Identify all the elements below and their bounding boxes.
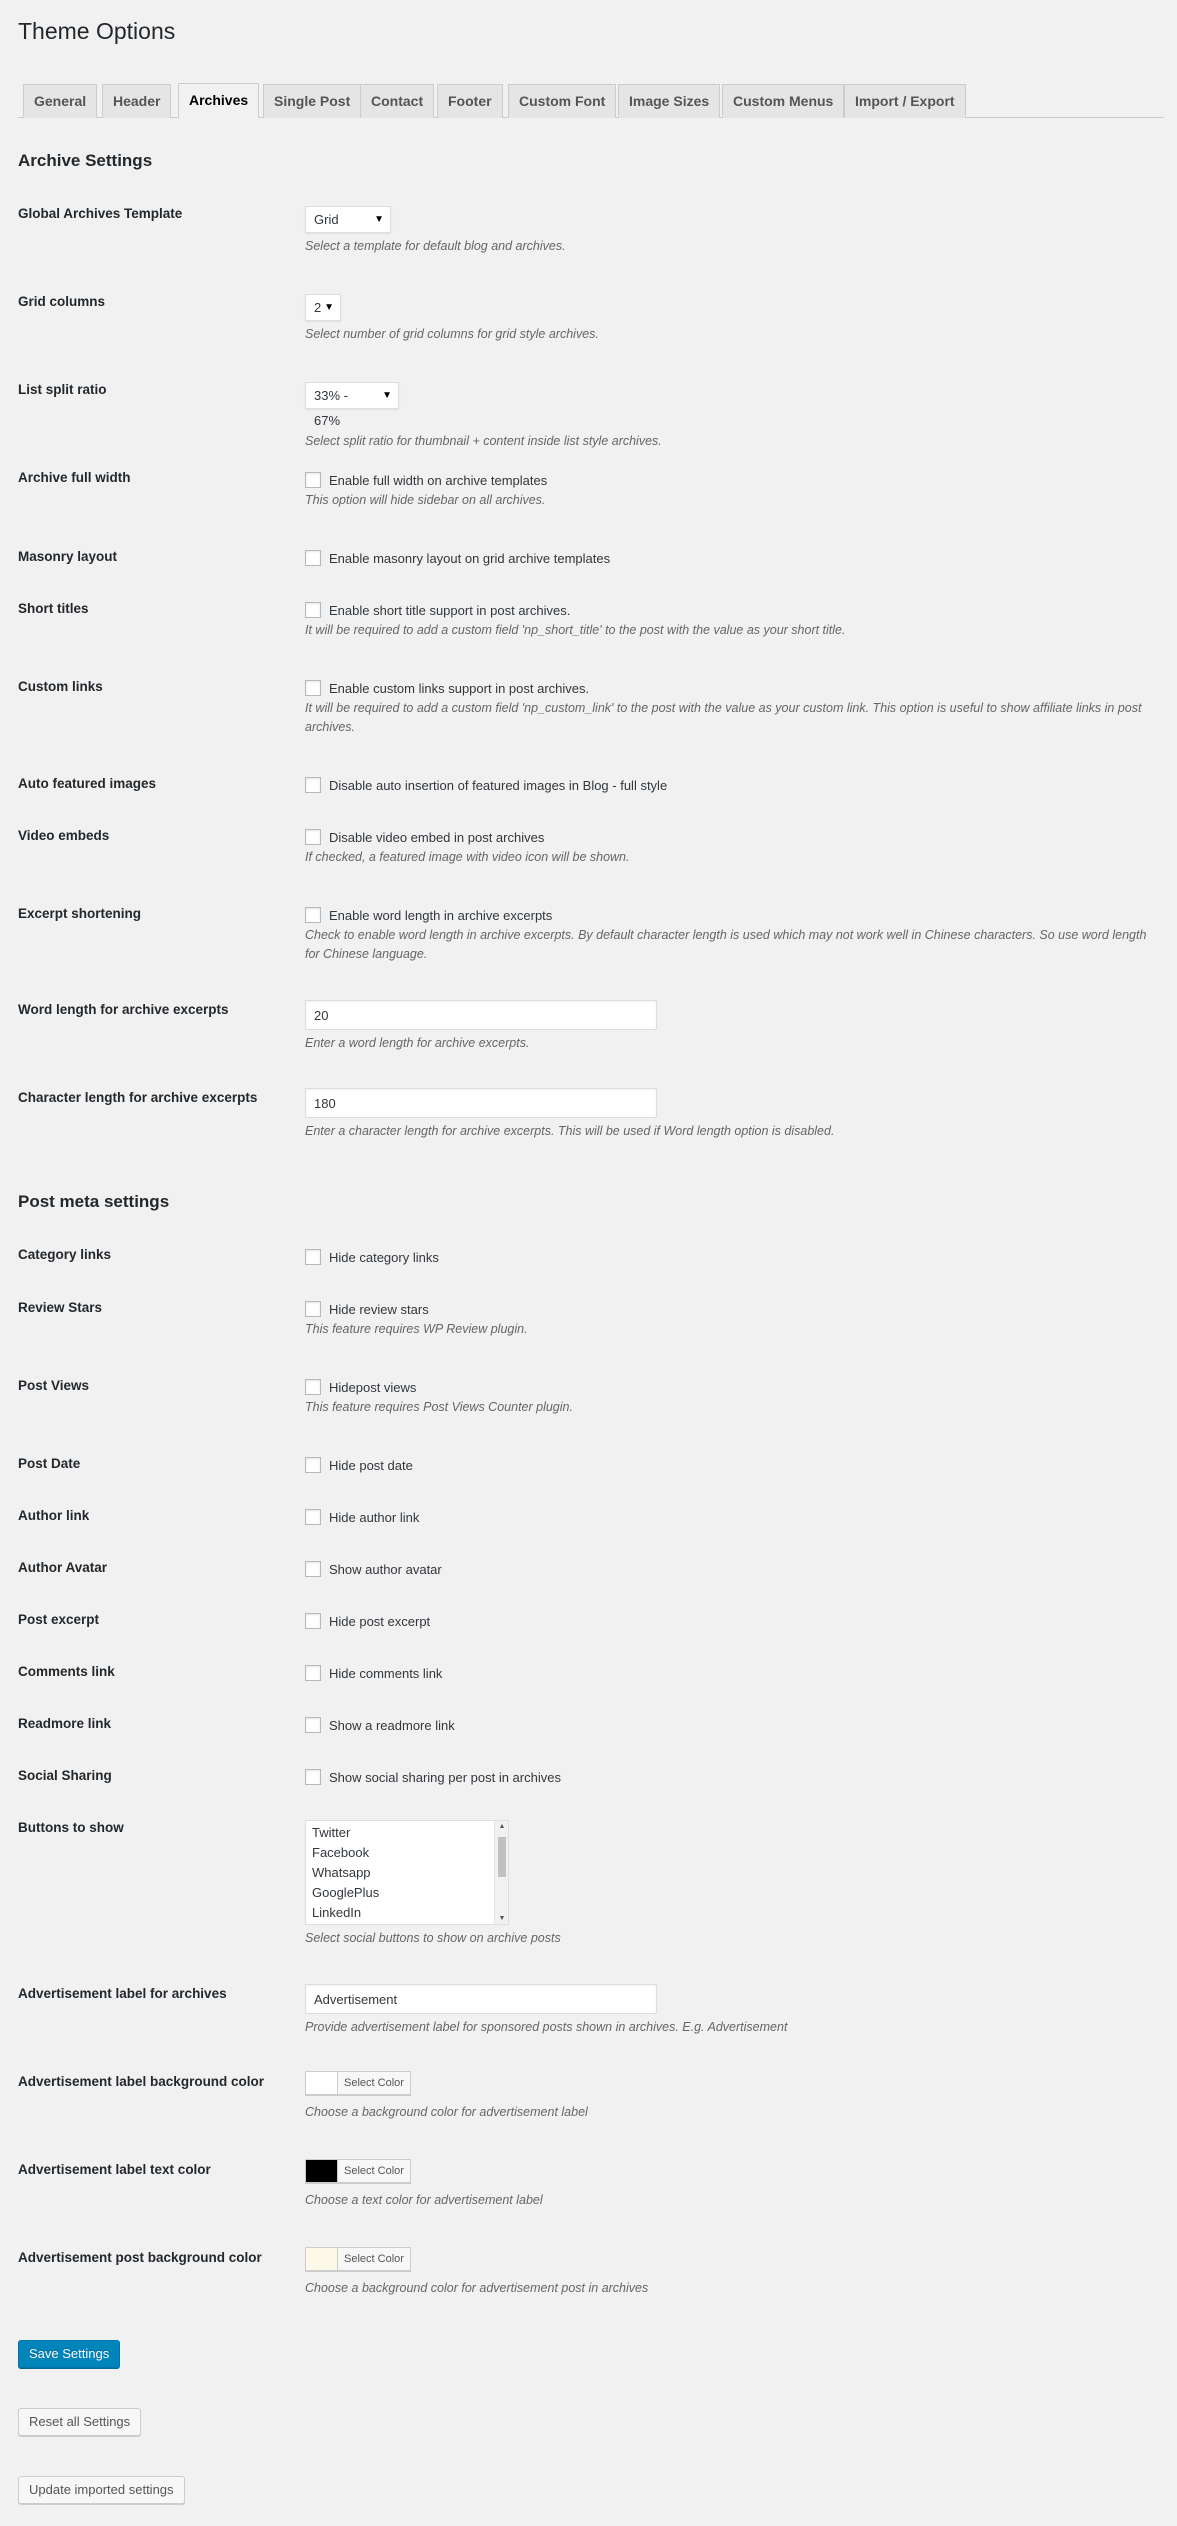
- select-color-label: Select Color: [344, 2165, 404, 2177]
- short-titles-desc: It will be required to add a custom field 'np_short_title' to the post with the value as your short title.: [305, 623, 846, 637]
- post-excerpt-control: [305, 1611, 1155, 1631]
- scroll-down-icon[interactable]: ▼: [498, 1915, 506, 1922]
- comments-link-text: Hide comments link: [329, 1665, 443, 1681]
- global-template-label: Global Archives Template: [18, 206, 183, 221]
- social-sharing-text: Show social sharing per post in archives: [329, 1769, 561, 1785]
- ad-label-control: [305, 1984, 1155, 2037]
- archive-settings-heading: Archive Settings: [18, 151, 153, 170]
- global-template-control: [305, 206, 1155, 256]
- word-length-input[interactable]: [305, 1000, 657, 1030]
- update-imported-settings-button[interactable]: Update imported settings: [18, 2476, 185, 2504]
- post-views-checkbox[interactable]: [305, 1379, 321, 1395]
- tab-contact[interactable]: Contact: [360, 84, 434, 118]
- char-length-label: Character length for archive excerpts: [18, 1090, 258, 1105]
- ad-post-bg-desc: Choose a background color for advertisement post in archives: [305, 2281, 649, 2295]
- review-stars-text: Hide review stars: [329, 1301, 429, 1317]
- category-links-text: Hide category links: [329, 1249, 439, 1265]
- social-sharing-label: Social Sharing: [18, 1768, 112, 1783]
- char-length-control: [305, 1088, 1155, 1141]
- reset-settings-button[interactable]: Reset all Settings: [18, 2408, 141, 2436]
- char-length-desc: Enter a character length for archive excerpts. This will be used if Word length option is disabled.: [305, 1124, 835, 1138]
- grid-columns-select[interactable]: [305, 294, 341, 321]
- word-length-label: Word length for archive excerpts: [18, 1002, 229, 1017]
- excerpt-short-text: Enable word length in archive excerpts: [329, 907, 553, 923]
- review-stars-control: [305, 1299, 1155, 1339]
- social-sharing-checkbox[interactable]: [305, 1769, 321, 1785]
- ad-post-bg-color-picker[interactable]: [305, 2247, 411, 2271]
- global-template-value: Grid: [314, 212, 339, 227]
- short-titles-label: Short titles: [18, 601, 89, 616]
- custom-links-text: Enable custom links support in post archives.: [329, 680, 590, 696]
- save-settings-button[interactable]: Save Settings: [18, 2340, 120, 2368]
- full-width-checkbox[interactable]: [305, 472, 321, 488]
- list-option[interactable]: Whatsapp: [312, 1865, 371, 1880]
- author-avatar-control: [305, 1559, 1155, 1579]
- list-split-value: 33% - 67%: [314, 388, 348, 428]
- grid-columns-value: 2: [314, 300, 322, 315]
- word-length-control: [305, 1000, 1155, 1053]
- ad-label-text-control: [305, 2159, 1155, 2210]
- video-embeds-checkbox[interactable]: [305, 829, 321, 845]
- post-date-checkbox[interactable]: [305, 1457, 321, 1473]
- listbox-scrollbar[interactable]: [494, 1821, 508, 1924]
- social-sharing-control: [305, 1767, 1155, 1787]
- short-titles-text: Enable short title support in post archives.: [329, 602, 571, 618]
- global-template-select[interactable]: [305, 206, 391, 233]
- auto-featured-checkbox[interactable]: [305, 777, 321, 793]
- post-views-label: Post Views: [18, 1378, 90, 1393]
- list-split-select[interactable]: [305, 382, 399, 428]
- category-links-checkbox[interactable]: [305, 1249, 321, 1265]
- dropdown-arrow-icon: ▼: [374, 214, 384, 225]
- video-embeds-control: [305, 827, 1155, 867]
- dropdown-arrow-icon: ▼: [382, 390, 392, 401]
- ad-label-desc: Provide advertisement label for sponsored posts shown in archives. E.g. Advertisement: [305, 2020, 788, 2034]
- post-views-control: [305, 1377, 1155, 1417]
- list-split-desc: Select split ratio for thumbnail + content inside list style archives.: [305, 434, 662, 448]
- ad-post-bg-control: [305, 2247, 1155, 2298]
- color-swatch: [306, 2072, 338, 2094]
- ad-label-text-color-picker[interactable]: [305, 2159, 411, 2183]
- list-split-label: List split ratio: [18, 382, 107, 397]
- tab-archives[interactable]: Archives: [178, 83, 259, 118]
- auto-featured-label: Auto featured images: [18, 776, 157, 791]
- author-link-control: [305, 1507, 1155, 1527]
- list-option[interactable]: Twitter: [312, 1825, 351, 1840]
- readmore-link-checkbox[interactable]: [305, 1717, 321, 1733]
- post-excerpt-checkbox[interactable]: [305, 1613, 321, 1629]
- tab-import-export[interactable]: Import / Export: [844, 84, 966, 118]
- excerpt-short-control: [305, 905, 1155, 964]
- custom-links-control: [305, 678, 1155, 737]
- list-option[interactable]: Facebook: [312, 1845, 370, 1860]
- buttons-to-show-label: Buttons to show: [18, 1820, 124, 1835]
- post-views-text: Hidepost views: [329, 1379, 417, 1395]
- page-title: Theme Options: [18, 18, 176, 44]
- tab-image-sizes[interactable]: Image Sizes: [618, 84, 720, 118]
- ad-label-bg-color-picker[interactable]: [305, 2071, 411, 2095]
- short-titles-checkbox[interactable]: [305, 602, 321, 618]
- post-excerpt-label: Post excerpt: [18, 1612, 100, 1627]
- masonry-label: Masonry layout: [18, 549, 118, 564]
- ad-label-label: Advertisement label for archives: [18, 1986, 227, 2001]
- tab-custom-menus[interactable]: Custom Menus: [722, 84, 844, 118]
- select-color-label: Select Color: [344, 2077, 404, 2089]
- list-option[interactable]: GooglePlus: [312, 1885, 380, 1900]
- auto-featured-control: [305, 775, 1155, 795]
- buttons-to-show-control: [305, 1820, 1155, 1948]
- scroll-up-icon[interactable]: ▲: [498, 1823, 506, 1830]
- ad-label-input[interactable]: [305, 1984, 657, 2014]
- author-avatar-label: Author Avatar: [18, 1560, 108, 1575]
- scrollbar-thumb[interactable]: [498, 1837, 506, 1877]
- short-titles-control: [305, 600, 1155, 640]
- author-avatar-text: Show author avatar: [329, 1561, 442, 1577]
- review-stars-checkbox[interactable]: [305, 1301, 321, 1317]
- comments-link-checkbox[interactable]: [305, 1665, 321, 1681]
- tab-general[interactable]: General: [23, 84, 97, 118]
- readmore-link-label: Readmore link: [18, 1716, 112, 1731]
- readmore-link-text: Show a readmore link: [329, 1717, 455, 1733]
- post-date-label: Post Date: [18, 1456, 81, 1471]
- comments-link-control: [305, 1663, 1155, 1683]
- custom-links-label: Custom links: [18, 679, 103, 694]
- list-option[interactable]: LinkedIn: [312, 1905, 362, 1920]
- excerpt-short-label: Excerpt shortening: [18, 906, 142, 921]
- grid-columns-desc: Select number of grid columns for grid style archives.: [305, 327, 599, 341]
- grid-columns-control: [305, 294, 1155, 344]
- author-link-text: Hide author link: [329, 1509, 420, 1525]
- full-width-control: [305, 470, 1155, 510]
- custom-links-checkbox[interactable]: [305, 680, 321, 696]
- post-date-control: [305, 1455, 1155, 1475]
- author-avatar-checkbox[interactable]: [305, 1561, 321, 1577]
- ad-post-bg-label: Advertisement post background color: [18, 2250, 262, 2265]
- masonry-checkbox[interactable]: [305, 550, 321, 566]
- video-embeds-label: Video embeds: [18, 828, 110, 843]
- dropdown-arrow-icon: ▼: [324, 302, 334, 313]
- auto-featured-text: Disable auto insertion of featured images in Blog - full style: [329, 777, 668, 793]
- category-links-control: [305, 1247, 1155, 1267]
- category-links-label: Category links: [18, 1247, 112, 1262]
- full-width-desc: This option will hide sidebar on all archives.: [305, 493, 546, 507]
- select-color-label: Select Color: [344, 2253, 404, 2265]
- video-embeds-text: Disable video embed in post archives: [329, 829, 545, 845]
- char-length-input[interactable]: [305, 1088, 657, 1118]
- tab-bar: [18, 82, 1164, 118]
- comments-link-label: Comments link: [18, 1664, 115, 1679]
- post-date-text: Hide post date: [329, 1457, 413, 1473]
- ad-label-bg-control: [305, 2071, 1155, 2122]
- readmore-link-control: [305, 1715, 1155, 1735]
- word-length-desc: Enter a word length for archive excerpts.: [305, 1036, 530, 1050]
- masonry-control: [305, 548, 1155, 568]
- grid-columns-label: Grid columns: [18, 294, 106, 309]
- post-meta-heading: Post meta settings: [18, 1192, 170, 1211]
- custom-links-desc: It will be required to add a custom field 'np_custom_link' to the post with the value as your custom link. This option is useful to show affiliate links in post archives.: [305, 701, 1142, 734]
- masonry-text: Enable masonry layout on grid archive templates: [329, 550, 611, 566]
- color-swatch: [306, 2160, 338, 2182]
- ad-label-text-label: Advertisement label text color: [18, 2162, 211, 2177]
- review-stars-label: Review Stars: [18, 1300, 103, 1315]
- author-link-checkbox[interactable]: [305, 1509, 321, 1525]
- excerpt-short-checkbox[interactable]: [305, 907, 321, 923]
- ad-label-text-desc: Choose a text color for advertisement label: [305, 2193, 543, 2207]
- video-embeds-desc: If checked, a featured image with video icon will be shown.: [305, 850, 630, 864]
- post-views-desc: This feature requires Post Views Counter plugin.: [305, 1400, 573, 1414]
- author-link-label: Author link: [18, 1508, 90, 1523]
- full-width-label: Archive full width: [18, 470, 131, 485]
- post-excerpt-text: Hide post excerpt: [329, 1613, 431, 1629]
- excerpt-short-desc: Check to enable word length in archive excerpts. By default character length is used which may not work well in Chinese characters. So use word length for Chinese language.: [305, 928, 1147, 961]
- tab-header[interactable]: Header: [102, 84, 171, 118]
- tab-custom-font[interactable]: Custom Font: [508, 84, 616, 118]
- full-width-text: Enable full width on archive templates: [329, 472, 548, 488]
- ad-label-bg-label: Advertisement label background color: [18, 2074, 265, 2089]
- list-split-control: [305, 382, 1155, 451]
- buttons-to-show-desc: Select social buttons to show on archive posts: [305, 1931, 561, 1945]
- review-stars-desc: This feature requires WP Review plugin.: [305, 1322, 528, 1336]
- global-template-desc: Select a template for default blog and archives.: [305, 239, 566, 253]
- ad-label-bg-desc: Choose a background color for advertisement label: [305, 2105, 588, 2119]
- tab-single-post[interactable]: Single Post: [263, 84, 361, 118]
- social-buttons-listbox[interactable]: [305, 1820, 509, 1925]
- tab-footer[interactable]: Footer: [437, 84, 503, 118]
- color-swatch: [306, 2248, 338, 2270]
